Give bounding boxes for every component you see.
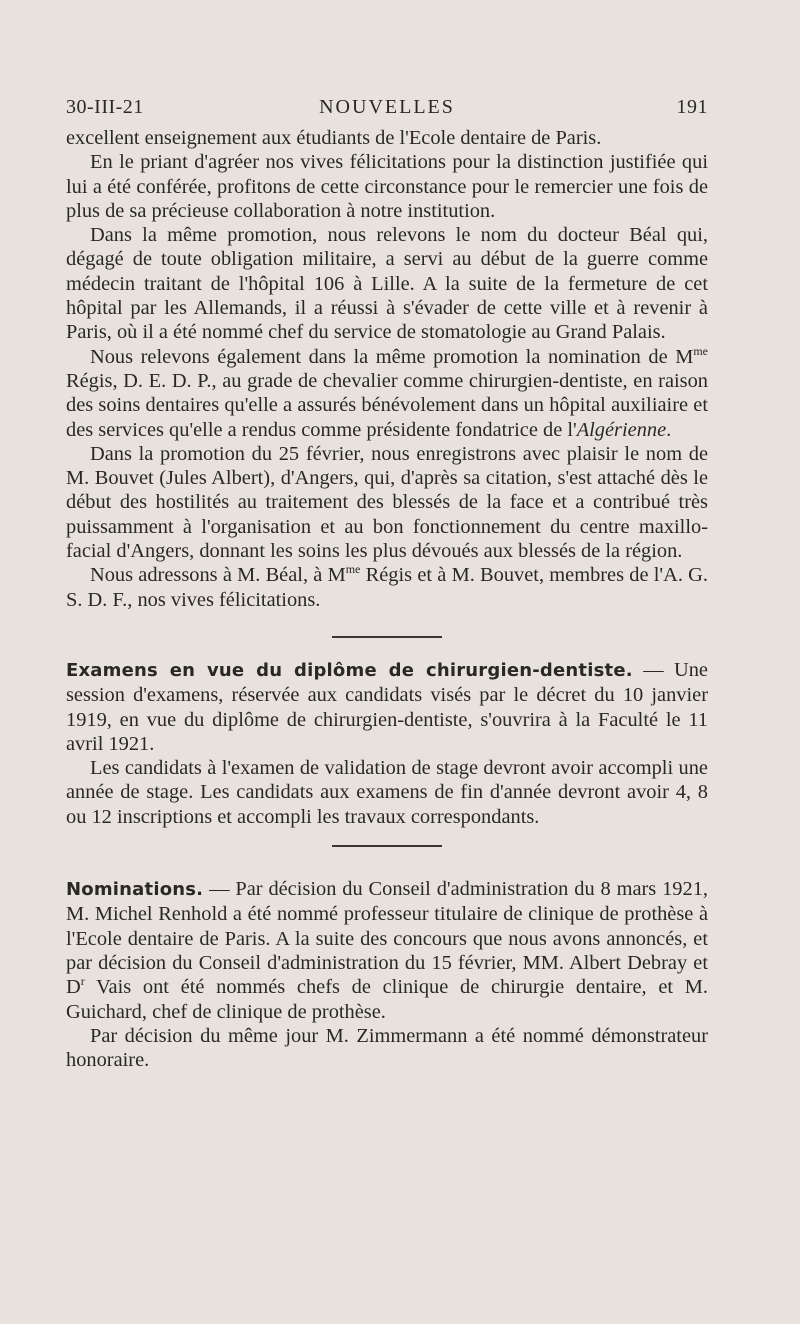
- adressons-text-b: Régis et à M. Bouvet, membres de l'A. G. S. D. F., nos vives félicitations.: [66, 564, 708, 611]
- paragraph-continuation: excellent enseignement aux étudiants de l'Ecole dentaire de Paris.: [66, 127, 602, 149]
- nominations-text-b: Vais ont été nommés chefs de clinique de chirurgie dentaire, et M. Guichard, chef de clinique de prothèse.: [66, 976, 708, 1023]
- paragraph-bouvet: Dans la promotion du 25 février, nous enregistrons avec plaisir le nom de M. Bouvet (Jules Albert), d'Angers, qui, d'après sa citation, s'est attaché dès le début des hostilités au traitement des blessés de la face et a contribué très puissamment à l'organisation et au bon fonctionnement du centre maxillo-facial d'Angers, donnant les soins les plus dévoués aux blessés de la région.: [66, 442, 708, 563]
- page-number: 191: [676, 96, 708, 118]
- nominations-sup: r: [80, 974, 85, 989]
- header-title: NOUVELLES: [319, 96, 455, 118]
- section-title-examens: Examens en vue du diplôme de chirurgien-dentiste.: [66, 659, 633, 681]
- adressons-sup: me: [345, 562, 361, 577]
- regis-text-b: Régis, D. E. D. P., au grade de chevalier comme chirurgien-dentiste, en raison des soins dentaires qu'elle a assurés bénévolement dans un hôpital auxiliaire et des services qu'elle a rendus comme présidente fondatrice de l': [66, 369, 708, 441]
- regis-text-a: Nous relevons également dans la même promotion la nomination de M: [90, 345, 694, 368]
- paragraph-regis: [66, 345, 708, 442]
- running-header: [66, 96, 708, 126]
- paragraph-beal: Dans la même promotion, nous relevons le nom du docteur Béal qui, dégagé de toute obligation militaire, a servi au début de la guerre comme médecin traitant de l'hôpital 106 à Lille. A la suite de la fermeture de cet hôpital par les Allemands, il a réussi à s'évader de cette ville et à revenir à Paris, où il a été nommé chef du service de stomatologie au Grand Palais.: [66, 224, 708, 344]
- section-divider: [332, 636, 442, 638]
- regis-sup: me: [693, 343, 708, 358]
- regis-text-c: .: [666, 418, 672, 441]
- header-date: 30-III-21: [66, 96, 144, 118]
- paragraph-examens: [66, 658, 708, 756]
- regis-italic: Algérienne: [576, 418, 667, 441]
- adressons-text-a: Nous adressons à M. Béal, à M: [90, 564, 346, 587]
- paragraph-candidats: Les candidats à l'examen de validation de stage devront avoir accompli une année de stage. Les candidats aux examens de fin d'année devront avoir 4, 8 ou 12 inscriptions et accompli les travaux correspondants.: [66, 757, 708, 828]
- paragraph-felicitations: En le priant d'agréer nos vives félicitations pour la distinction justifiée qui lui a été conférée, profitons de cette circonstance pour le remercier une fois de plus de sa précieuse collaboration à notre institution.: [66, 151, 708, 222]
- paragraph-adressons: [66, 563, 708, 612]
- section-divider: [332, 845, 442, 847]
- section-title-nominations: Nominations.: [66, 879, 204, 901]
- examens-text: — Une session d'examens, réservée aux candidats visés par le décret du 10 janvier 1919, en vue du diplôme de chirurgien-dentiste, s'ouvrira à la Faculté le 11 avril 1921.: [66, 658, 708, 755]
- paragraph-zimmermann: Par décision du même jour M. Zimmermann a été nommé démonstrateur honoraire.: [66, 1024, 708, 1072]
- nominations-text-a: — Par décision du Conseil d'administration du 8 mars 1921, M. Michel Renhold a été nommé professeur titulaire de clinique de prothèse à l'Ecole dentaire de Paris. A la suite des concours que nous avons annoncés, et par décision du Conseil d'administration du 15 février, MM. Albert Debray et D: [66, 878, 708, 999]
- paragraph-nominations: [66, 877, 708, 1024]
